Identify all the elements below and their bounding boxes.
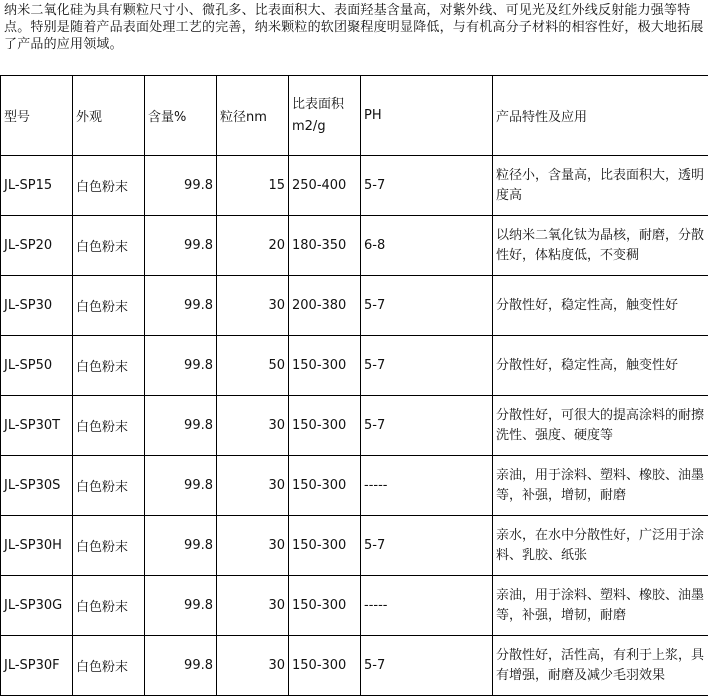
appearance-cell: 白色粉末 bbox=[73, 216, 145, 276]
application-cell: 分散性好，活性高，有利于上浆，具有增强，耐磨及减少毛羽效果 bbox=[493, 636, 708, 696]
surface-area-cell: 150-300 bbox=[289, 576, 361, 636]
surface-area-cell: 150-300 bbox=[289, 456, 361, 516]
application-cell: 亲油，用于涂料、塑料、橡胶、油墨等，补强，增韧，耐磨 bbox=[493, 456, 708, 516]
model-cell: JL-SP30S bbox=[1, 456, 73, 516]
appearance-cell: 白色粉末 bbox=[73, 516, 145, 576]
table-row bbox=[1, 516, 708, 576]
ph-cell: 5-7 bbox=[361, 276, 493, 336]
application-cell: 粒径小，含量高，比表面积大，透明度高 bbox=[493, 156, 708, 216]
surface-area-cell: 180-350 bbox=[289, 216, 361, 276]
appearance-cell: 白色粉末 bbox=[73, 576, 145, 636]
header-cell: 比表面积 m2/g bbox=[289, 76, 361, 156]
appearance-cell: 白色粉末 bbox=[73, 456, 145, 516]
appearance-cell: 白色粉末 bbox=[73, 156, 145, 216]
model-cell: JL-SP30H bbox=[1, 516, 73, 576]
table-header-row bbox=[1, 76, 708, 156]
model-cell: JL-SP30G bbox=[1, 576, 73, 636]
particle-size-cell: 15 bbox=[217, 156, 289, 216]
model-cell: JL-SP30F bbox=[1, 636, 73, 696]
content-cell: 99.8 bbox=[145, 156, 217, 216]
ph-cell: 5-7 bbox=[361, 336, 493, 396]
table-row bbox=[1, 156, 708, 216]
ph-cell: 5-7 bbox=[361, 396, 493, 456]
particle-size-cell: 30 bbox=[217, 576, 289, 636]
particle-size-cell: 30 bbox=[217, 516, 289, 576]
content-cell: 99.8 bbox=[145, 516, 217, 576]
ph-cell: 5-7 bbox=[361, 516, 493, 576]
model-cell: JL-SP30 bbox=[1, 276, 73, 336]
table-row bbox=[1, 216, 708, 276]
intro-paragraph: 纳米二氧化硅为具有颗粒尺寸小、微孔多、比表面积大、表面羟基含量高，对紫外线、可见光及红外线反射能力强等特点。特别是随着产品表面处理工艺的完善，纳米颗粒的软团聚程度明显降低，与有机高分子材料的相容性好，极大地拓展了产品的应用领域。 bbox=[4, 2, 704, 53]
product-table-body bbox=[1, 76, 708, 696]
header-cell: 含量% bbox=[145, 76, 217, 156]
surface-area-cell: 250-400 bbox=[289, 156, 361, 216]
particle-size-cell: 30 bbox=[217, 636, 289, 696]
header-cell: 外观 bbox=[73, 76, 145, 156]
content-cell: 99.8 bbox=[145, 576, 217, 636]
header-cell: 产品特性及应用 bbox=[493, 76, 708, 156]
surface-area-cell: 150-300 bbox=[289, 516, 361, 576]
ph-cell: ----- bbox=[361, 456, 493, 516]
appearance-cell: 白色粉末 bbox=[73, 396, 145, 456]
surface-area-cell: 150-300 bbox=[289, 336, 361, 396]
application-cell: 亲油，用于涂料、塑料、橡胶、油墨等，补强，增韧，耐磨 bbox=[493, 576, 708, 636]
ph-cell: 5-7 bbox=[361, 636, 493, 696]
application-cell: 以纳米二氧化钛为晶核，耐磨，分散性好，体粘度低，不变稠 bbox=[493, 216, 708, 276]
surface-area-cell: 200-380 bbox=[289, 276, 361, 336]
particle-size-cell: 30 bbox=[217, 396, 289, 456]
application-cell: 分散性好，稳定性高，触变性好 bbox=[493, 336, 708, 396]
model-cell: JL-SP50 bbox=[1, 336, 73, 396]
model-cell: JL-SP20 bbox=[1, 216, 73, 276]
content-cell: 99.8 bbox=[145, 216, 217, 276]
particle-size-cell: 50 bbox=[217, 336, 289, 396]
table-row bbox=[1, 336, 708, 396]
table-row bbox=[1, 636, 708, 696]
model-cell: JL-SP15 bbox=[1, 156, 73, 216]
header-cell: 型号 bbox=[1, 76, 73, 156]
content-cell: 99.8 bbox=[145, 636, 217, 696]
appearance-cell: 白色粉末 bbox=[73, 336, 145, 396]
header-cell: 粒径nm bbox=[217, 76, 289, 156]
content-cell: 99.8 bbox=[145, 396, 217, 456]
table-row bbox=[1, 576, 708, 636]
model-cell: JL-SP30T bbox=[1, 396, 73, 456]
particle-size-cell: 30 bbox=[217, 276, 289, 336]
particle-size-cell: 30 bbox=[217, 456, 289, 516]
application-cell: 亲水，在水中分散性好，广泛用于涂料、乳胶、纸张 bbox=[493, 516, 708, 576]
content-cell: 99.8 bbox=[145, 336, 217, 396]
appearance-cell: 白色粉末 bbox=[73, 636, 145, 696]
surface-area-cell: 150-300 bbox=[289, 396, 361, 456]
surface-area-cell: 150-300 bbox=[289, 636, 361, 696]
ph-cell: 6-8 bbox=[361, 216, 493, 276]
header-cell: PH bbox=[361, 76, 493, 156]
table-row bbox=[1, 276, 708, 336]
ph-cell: ----- bbox=[361, 576, 493, 636]
table-row bbox=[1, 396, 708, 456]
particle-size-cell: 20 bbox=[217, 216, 289, 276]
content-cell: 99.8 bbox=[145, 456, 217, 516]
appearance-cell: 白色粉末 bbox=[73, 276, 145, 336]
application-cell: 分散性好，稳定性高，触变性好 bbox=[493, 276, 708, 336]
application-cell: 分散性好，可很大的提高涂料的耐擦洗性、强度、硬度等 bbox=[493, 396, 708, 456]
product-table bbox=[0, 75, 708, 696]
content-cell: 99.8 bbox=[145, 276, 217, 336]
table-row bbox=[1, 456, 708, 516]
ph-cell: 5-7 bbox=[361, 156, 493, 216]
